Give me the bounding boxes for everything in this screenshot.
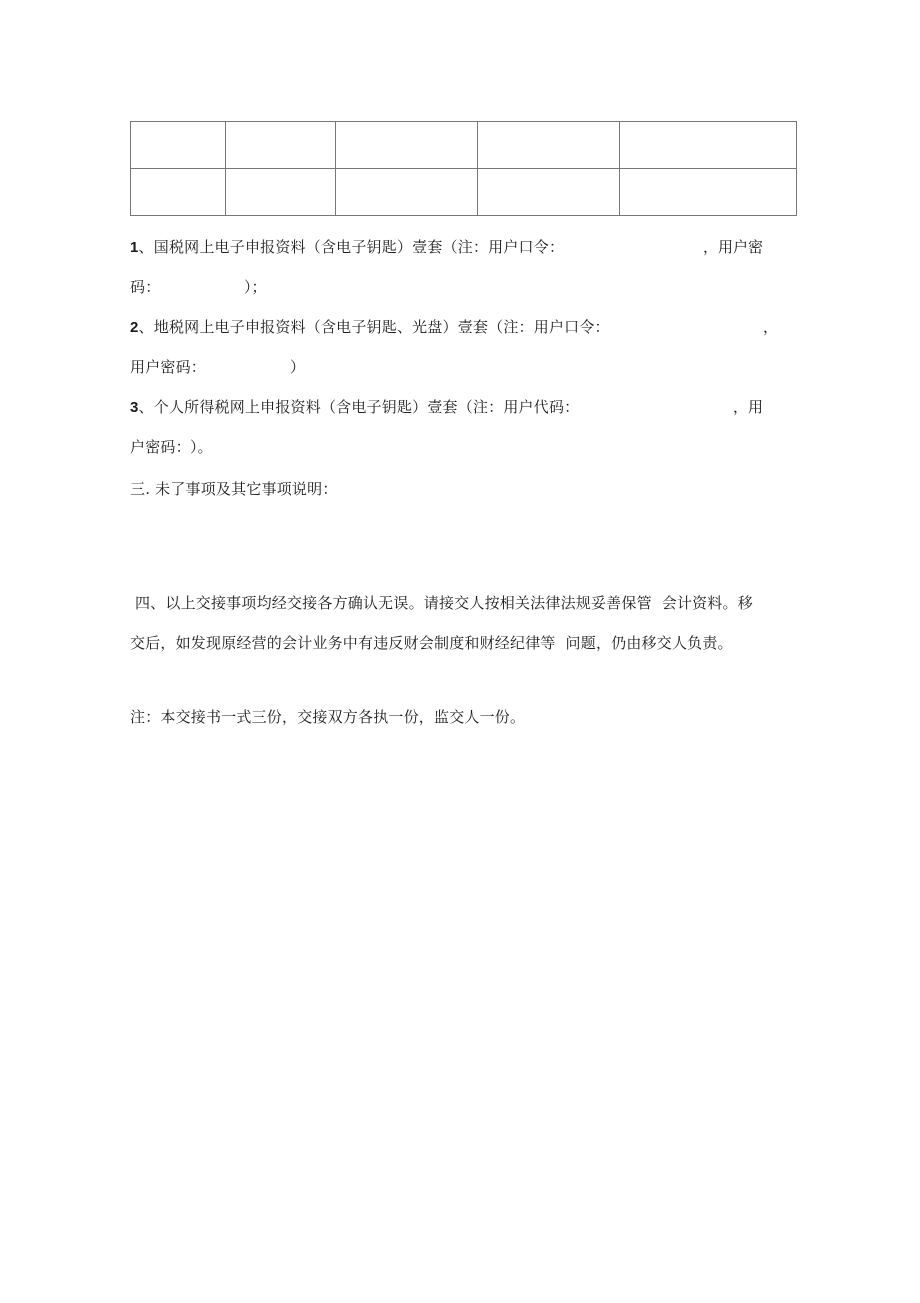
item-1-line-1-end: ，用户密 [703,238,764,256]
table-cell [620,169,797,216]
table-row [131,122,797,169]
item-text: 、国税网上电子申报资料（含电子钥匙）壹套（注：用户口令： [138,238,565,256]
table-cell [226,122,336,169]
item-number: 3 [130,399,139,416]
handover-table [130,121,797,216]
item-text: 、地税网上电子申报资料（含电子钥匙、光盘）壹套（注：用户口令： [138,318,610,336]
item-3-line-2-end: ）。 [190,438,213,456]
table-cell [336,122,478,169]
section-4-line-1: 四、以上交接事项均经交接各方确认无误。请接交人按相关法律法规妥善保管 会计资料。移 [130,594,753,612]
item-3-line-2: 户密码： [130,438,191,456]
table-cell [478,169,620,216]
item-number: 2 [130,319,139,336]
item-text: 、个人所得税网上申报资料（含电子钥匙）壹套（注：用户代码： [138,398,580,416]
item-3-line-1 [130,397,579,418]
item-1-line-2: 码： [130,278,161,296]
table-cell [620,122,797,169]
item-3-line-1-end: ，用 [733,398,764,416]
item-number: 1 [130,239,139,256]
section-4-line-2: 交后，如发现原经营的会计业务中有违反财会制度和财经纪律等 问题，仍由移交人负责。 [130,634,733,652]
item-2-line-1-end: ， [763,318,779,336]
table-cell [226,169,336,216]
footer-note: 注：本交接书一式三份，交接双方各执一份，监交人一份。 [130,708,526,726]
item-1-line-2-end: ）； [244,278,267,296]
table-cell [478,122,620,169]
item-2-line-2-end: ） [290,358,306,376]
table-cell [336,169,478,216]
table-cell [131,122,226,169]
item-2-line-2: 用户密码： [130,358,207,376]
item-1-line-1 [130,237,564,258]
item-2-line-1 [130,317,610,338]
table-cell [131,169,226,216]
table-row [131,169,797,216]
section-3-title: 三. 未了事项及其它事项说明： [130,480,338,498]
